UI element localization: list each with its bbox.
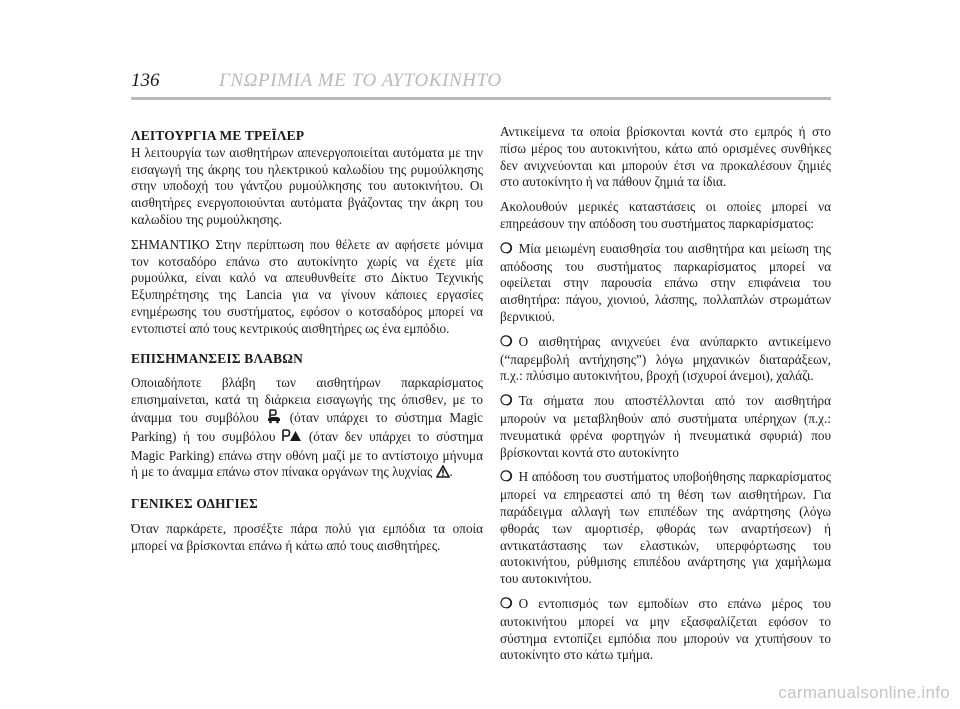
list-item: ❍ Τα σήματα που αποστέλλονται από τον αισθητήρα μπορούν να μεταβληθούν από συστήματα υπέρηχων (π.χ.: πνευματικά φρένα φορτηγών ή πνευματικά σφυριά) που βρίσκονται κοντά στο αυτοκίνητο [500,393,831,460]
bullet-circle-icon: ❍ [500,394,513,410]
paragraph-faults [131,375,483,483]
right-column [500,124,831,664]
page-number: 136 [131,70,160,91]
watermark: carmanualsonline.info [778,683,950,702]
list-item: ❍ Ο εντοπισμός των εμποδίων στο επάνω μέρος του αυτοκινήτου μπορεί να μην εξασφαλίζεται εφόσον το σύστημα εντοπίζει εμπόδια που μπορούν να χτυπήσουν το αυτοκίνητο στο κάτω τμήμα. [500,595,831,663]
list-item: ❍ Ο αισθητήρας ανιχνεύει ένα ανύπαρκτο αντικείμενο (“παρεμβολή αντήχησης”) λόγω μηχανικών διαταράξεων, π.χ.: πλύσιμο αυτοκινήτου, βροχή (ισχυροί άνεμοι), χαλάζι. [500,333,831,384]
list-item: ❍ Η απόδοση του συστήματος υποβοήθησης παρκαρίσματος μπορεί να επηρεαστεί από τη θέση των αισθητήρων. Για παράδειγμα αλλαγή των επιπέδων της ανάρτησης (λόγω φθοράς των αμορτισέρ, φθοράς των αναρτήσεων) ή αντικατάστασης των ελαστικών, υπερφόρτωσης του αυτοκινήτου, ρύθμισης επιπέδου ανάρτησης για χαμήλωμα του αυτοκινήτου. [500,469,831,587]
paragraph-general: Όταν παρκάρετε, προσέξτε πάρα πολύ για εμπόδια τα οποία μπορεί να βρίσκονται επάνω ή κάτω από τους αισθητήρες. [131,520,483,553]
page-header [131,70,831,96]
bullet-circle-icon: ❍ [500,241,513,257]
paragraph-important: ΣΗΜΑΝΤΙΚΟ Στην περίπτωση που θέλετε αν αφήσετε μόνιμα τον κοτσαδόρο επάνω στο αυτοκίνητο χωρίς να έχετε μία ρυμούλκα, είναι καλό να απευθυνθείτε στο Δίκτυο Τεχνικής Εξυπηρέτησης της Lancia για να γίνουν κάποιες εργασίες ενημέρωσης του συστήματος, εφόσον ο κοτσαδόρος μπορεί να εντοπιστεί από τους κεντρικούς αισθητήρες ως ένα εμπόδιο. [131,236,483,336]
faults-text-4: . [449,464,453,480]
bullet-circle-icon: ❍ [500,470,513,486]
heading-general: ΓΕΝΙΚΕΣ ΟΔΗΓΙΕΣ [131,496,258,512]
heading-trailer: ΛΕΙΤΟΥΡΓΙΑ ΜΕ ΤΡΕΪΛΕΡ [131,128,305,143]
paragraph-trailer: Η λειτουργία των αισθητήρων απενεργοποιείται αυτόματα με την εισαγωγή της άκρης του ηλεκτρικού καλωδίου της ρυμούλκησης στην υποδοχή του γάντζου ρυμούλκησης του αυτοκινήτου. Οι αισθητήρες ενεργοποιούνται αυτόματα βγάζοντας την άκρη του καλωδίου της ρυμούλκησης. [131,144,483,227]
paragraph-objects: Αντικείμενα τα οποία βρίσκονται κοντά στο εμπρός ή στο πίσω μέρος του αυτοκινήτου, κάτω από ορισμένες συνθήκες δεν ανιχνεύονται και μπορούν έτσι να προκαλέσουν ζημιές στο αυτοκίνητο ή να πάθουν ζημιά τα ίδια. [500,124,831,190]
header-rule [131,97,831,100]
parking-sensor-warning-icon [282,429,302,448]
faults-text-2: (όταν υπάρχει το σύστημα Magic Parking) ή του συμβόλου [131,409,484,444]
left-column [131,128,483,555]
warning-triangle-icon [436,465,450,483]
paragraph-conditions: Ακολουθούν μερικές καταστάσεις οι οποίες μπορεί να επηρεάσουν την απόδοση του συστήματος παρκαρίσματος: [500,199,831,231]
chapter-title: ΓΝΩΡΙΜΙΑ ΜΕ ΤΟ ΑΥΤΟΚΙΝΗΤΟ [219,70,502,91]
faults-text-1: Οποιαδήποτε βλάβη των αισθητήρων παρκαρίσματος επισημαίνεται, κατά τη διάρκεια εισαγωγής της όπισθεν, με το άναμμα του συμβόλου [131,375,483,425]
faults-text-3: (όταν δεν υπάρχει το σύστημα Magic Parking) επάνω στην οθόνη μαζί με το αντίστοιχο μήνυμα ή με το άναμμα επάνω στον πίνακα οργάνων της λυχνίας [131,428,484,480]
heading-faults: ΕΠΙΣΗΜΑΝΣΕΙΣ ΒΛΑΒΩΝ [131,350,304,366]
list-item: ❍ Μία μειωμένη ευαισθησία του αισθητήρα και μείωση της απόδοσης του συστήματος παρκαρίσματος μπορεί να οφείλεται στην παρουσία επάνω στην επιφάνεια του αισθητήρα: πάγου, χιονιού, λάσπης, πολλαπλών στρωμάτων βερνικιού. [500,240,831,324]
bullet-circle-icon: ❍ [500,334,513,350]
bullet-circle-icon: ❍ [500,596,513,612]
parking-sensor-fault-icon [266,409,282,429]
